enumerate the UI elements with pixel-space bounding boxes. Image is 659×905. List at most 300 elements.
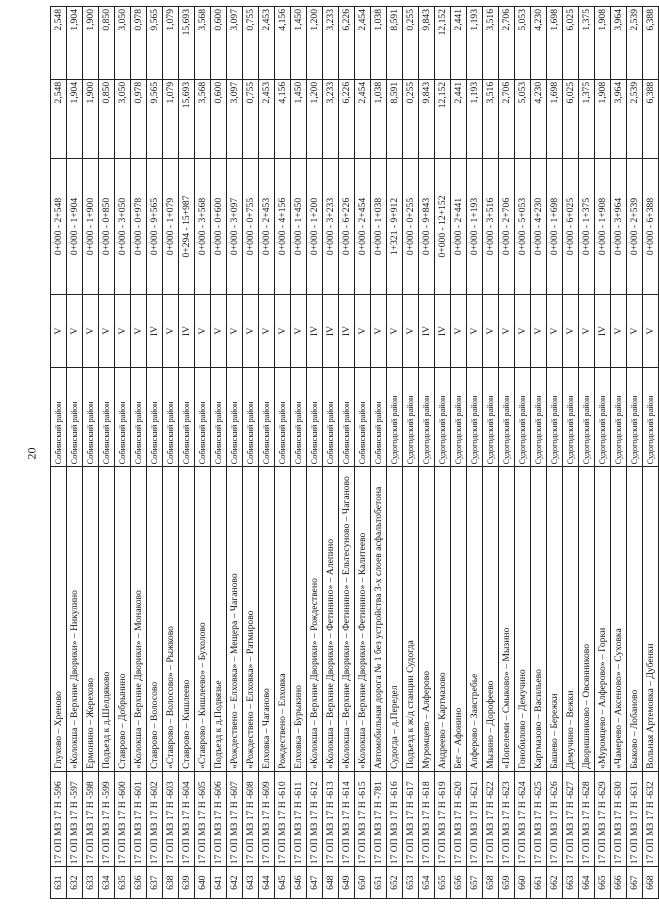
km-range-cell: 0+000 - 0+755 xyxy=(243,158,259,294)
road-category-cell: IV xyxy=(323,295,339,368)
district-cell: Собинский район xyxy=(195,367,211,466)
road-name-cell: Ставрово – Добрынино xyxy=(115,467,131,772)
total-length-km-cell: 0,255 xyxy=(403,7,419,80)
road-name-cell: Андреево – Картмазово xyxy=(435,467,451,772)
total-length-km-cell: 0,600 xyxy=(211,7,227,80)
length-km-cell: 8,591 xyxy=(387,79,403,158)
road-name-cell: «Попелеми – Смыково» – Мызино xyxy=(499,467,515,772)
district-cell: Судогодский район xyxy=(467,367,483,466)
district-cell: Собинский район xyxy=(227,367,243,466)
road-code-cell: 17 ОП МЗ 17 Н -613 xyxy=(323,771,339,866)
document-area xyxy=(50,6,656,899)
total-length-km-cell: 12,152 xyxy=(435,7,451,80)
road-code-cell: 17 ОП МЗ 17 Н -620 xyxy=(451,771,467,866)
length-km-cell: 12,152 xyxy=(435,79,451,158)
km-range-cell: 0+000 - 1+193 xyxy=(467,158,483,294)
district-cell: Собинский район xyxy=(291,367,307,466)
district-cell: Судогодский район xyxy=(419,367,435,466)
km-range-cell: 0+000 - 1+079 xyxy=(163,158,179,294)
road-name-cell: Елховка – Бурыкино xyxy=(291,467,307,772)
road-name-cell: «Колокша – Верхние Дворики» – Фетинино» – Алепино xyxy=(323,467,339,772)
row-number-cell: 667 xyxy=(627,867,643,899)
road-name-cell: Картмазово – Васильево xyxy=(531,467,547,772)
table-row xyxy=(595,7,611,899)
road-name-cell: Подъезд к д.Подвязье xyxy=(211,467,227,772)
road-name-cell: «Рождествено – Елховка» – Ратмирово xyxy=(243,467,259,772)
district-cell: Собинский район xyxy=(371,367,387,466)
length-km-cell: 2,706 xyxy=(499,79,515,158)
road-code-cell: 17 ОП МЗ 17 Н -617 xyxy=(403,771,419,866)
km-range-cell: 1+321 - 9+912 xyxy=(387,158,403,294)
district-cell: Собинский район xyxy=(83,367,99,466)
row-number-cell: 660 xyxy=(515,867,531,899)
length-km-cell: 2,454 xyxy=(355,79,371,158)
road-code-cell: 17 ОП МЗ 17 Н -611 xyxy=(291,771,307,866)
district-cell: Собинский район xyxy=(163,367,179,466)
row-number-cell: 649 xyxy=(339,867,355,899)
km-range-cell: 0+000 - 3+050 xyxy=(115,158,131,294)
table-row xyxy=(99,7,115,899)
road-category-cell: V xyxy=(403,295,419,368)
row-number-cell: 640 xyxy=(195,867,211,899)
row-number-cell: 638 xyxy=(163,867,179,899)
road-category-cell: V xyxy=(515,295,531,368)
length-km-cell: 6,226 xyxy=(339,79,355,158)
km-range-cell: 0+000 - 0+850 xyxy=(99,158,115,294)
road-code-cell: 17 ОП МЗ 17 Н -624 xyxy=(515,771,531,866)
row-number-cell: 639 xyxy=(179,867,195,899)
total-length-km-cell: 6,388 xyxy=(643,7,659,80)
table-row xyxy=(259,7,275,899)
road-name-cell: Башево – Бережки xyxy=(547,467,563,772)
road-category-cell: IV xyxy=(307,295,323,368)
row-number-cell: 658 xyxy=(483,867,499,899)
total-length-km-cell: 1,038 xyxy=(371,7,387,80)
km-range-cell: 0+000 - 2+453 xyxy=(259,158,275,294)
district-cell: Собинский район xyxy=(307,367,323,466)
road-category-cell: V xyxy=(371,295,387,368)
road-name-cell: Ермонино – Жерехово xyxy=(83,467,99,772)
road-category-cell: V xyxy=(579,295,595,368)
road-category-cell: V xyxy=(115,295,131,368)
road-code-cell: 17 ОП МЗ 17 Н -607 xyxy=(227,771,243,866)
total-length-km-cell: 2,453 xyxy=(259,7,275,80)
total-length-km-cell: 1,698 xyxy=(547,7,563,80)
length-km-cell: 4,230 xyxy=(531,79,547,158)
district-cell: Судогодский район xyxy=(483,367,499,466)
road-name-cell: «Колокша – Верхние Дворики» – Фетинино» – Калитеево xyxy=(355,467,371,772)
district-cell: Собинский район xyxy=(339,367,355,466)
total-length-km-cell: 1,908 xyxy=(595,7,611,80)
road-code-cell: 17 ОП МЗ 17 Н -628 xyxy=(579,771,595,866)
total-length-km-cell: 2,706 xyxy=(499,7,515,80)
km-range-cell: 0+000 - 9+565 xyxy=(147,158,163,294)
km-range-cell: 0+000 - 0+600 xyxy=(211,158,227,294)
road-category-cell: V xyxy=(563,295,579,368)
total-length-km-cell: 1,450 xyxy=(291,7,307,80)
road-category-cell: V xyxy=(131,295,147,368)
length-km-cell: 9,843 xyxy=(419,79,435,158)
row-number-cell: 661 xyxy=(531,867,547,899)
road-name-cell: Ставрово – Волосово xyxy=(147,467,163,772)
total-length-km-cell: 9,843 xyxy=(419,7,435,80)
road-name-cell: «Колокша – Верхние Дворики» – Рождествено xyxy=(307,467,323,772)
road-category-cell: V xyxy=(611,295,627,368)
district-cell: Собинский район xyxy=(147,367,163,466)
road-category-cell: V xyxy=(67,295,83,368)
km-range-cell: 0+000 - 4+230 xyxy=(531,158,547,294)
road-code-cell: 17 ОП МЗ 17 Н -614 xyxy=(339,771,355,866)
road-name-cell: Муромцево – Алферово xyxy=(419,467,435,772)
table-row xyxy=(339,7,355,899)
row-number-cell: 652 xyxy=(387,867,403,899)
road-code-cell: 17 ОП МЗ 17 Н -604 xyxy=(179,771,195,866)
km-range-cell: 0+000 - 1+450 xyxy=(291,158,307,294)
road-code-cell: 17 ОП МЗ 17 Н -625 xyxy=(531,771,547,866)
row-number-cell: 641 xyxy=(211,867,227,899)
table-row xyxy=(371,7,387,899)
road-code-cell: 17 ОП МЗ 17 Н -612 xyxy=(307,771,323,866)
road-name-cell: Мызино – Дорофеево xyxy=(483,467,499,772)
length-km-cell: 1,900 xyxy=(83,79,99,158)
road-name-cell: Подъезд к ж/д станции Судогда xyxy=(403,467,419,772)
row-number-cell: 663 xyxy=(563,867,579,899)
road-code-cell: 17 ОП МЗ 17 Н -605 xyxy=(195,771,211,866)
road-code-cell: 17 ОП МЗ 17 Н -781 xyxy=(371,771,387,866)
road-code-cell: 17 ОП МЗ 17 Н -608 xyxy=(243,771,259,866)
km-range-cell: 0+000 - 3+964 xyxy=(611,158,627,294)
road-code-cell: 17 ОП МЗ 17 Н -599 xyxy=(99,771,115,866)
road-name-cell: Подъезд к д.Шелдяково xyxy=(99,467,115,772)
table-row xyxy=(179,7,195,899)
length-km-cell: 3,097 xyxy=(227,79,243,158)
roads-table xyxy=(50,6,659,899)
row-number-cell: 665 xyxy=(595,867,611,899)
table-row xyxy=(499,7,515,899)
road-code-cell: 17 ОП МЗ 17 Н -619 xyxy=(435,771,451,866)
road-name-cell: «Рождествено – Елховка» – Мещера – Чаганово xyxy=(227,467,243,772)
roads-table-body xyxy=(51,7,659,899)
road-category-cell: V xyxy=(387,295,403,368)
road-name-cell: Елховка – Чаганово xyxy=(259,467,275,772)
row-number-cell: 653 xyxy=(403,867,419,899)
row-number-cell: 635 xyxy=(115,867,131,899)
table-row xyxy=(243,7,259,899)
road-name-cell: Дворишниково – Овсянниково xyxy=(579,467,595,772)
road-code-cell: 17 ОП МЗ 17 Н -616 xyxy=(387,771,403,866)
length-km-cell: 1,200 xyxy=(307,79,323,158)
road-name-cell: «Ставрово – Кишлеево» – Бухолово xyxy=(195,467,211,772)
km-range-cell: 0+000 - 2+706 xyxy=(499,158,515,294)
total-length-km-cell: 3,516 xyxy=(483,7,499,80)
row-number-cell: 668 xyxy=(643,867,659,899)
road-category-cell: V xyxy=(227,295,243,368)
row-number-cell: 662 xyxy=(547,867,563,899)
district-cell: Судогодский район xyxy=(515,367,531,466)
table-row xyxy=(275,7,291,899)
district-cell: Собинский район xyxy=(115,367,131,466)
km-range-cell: 0+000 - 1+038 xyxy=(371,158,387,294)
road-category-cell: V xyxy=(163,295,179,368)
district-cell: Собинский район xyxy=(67,367,83,466)
total-length-km-cell: 1,079 xyxy=(163,7,179,80)
total-length-km-cell: 0,755 xyxy=(243,7,259,80)
table-row xyxy=(643,7,659,899)
km-range-cell: 0+000 - 2+548 xyxy=(51,158,67,294)
road-name-cell: Гонобилово – Демучино xyxy=(515,467,531,772)
length-km-cell: 2,539 xyxy=(627,79,643,158)
table-row xyxy=(611,7,627,899)
road-category-cell: IV xyxy=(339,295,355,368)
district-cell: Собинский район xyxy=(259,367,275,466)
district-cell: Собинский район xyxy=(99,367,115,466)
table-row xyxy=(291,7,307,899)
total-length-km-cell: 0,850 xyxy=(99,7,115,80)
total-length-km-cell: 2,441 xyxy=(451,7,467,80)
road-code-cell: 17 ОП МЗ 17 Н -603 xyxy=(163,771,179,866)
km-range-cell: 0+000 - 9+843 xyxy=(419,158,435,294)
table-row xyxy=(355,7,371,899)
row-number-cell: 644 xyxy=(259,867,275,899)
total-length-km-cell: 9,565 xyxy=(147,7,163,80)
table-row xyxy=(579,7,595,899)
district-cell: Судогодский район xyxy=(499,367,515,466)
road-name-cell: Демучино – Вежки xyxy=(563,467,579,772)
road-code-cell: 17 ОП МЗ 17 Н -596 xyxy=(51,771,67,866)
row-number-cell: 631 xyxy=(51,867,67,899)
road-name-cell: Алферово – Заястребье xyxy=(467,467,483,772)
table-row xyxy=(131,7,147,899)
district-cell: Судогодский район xyxy=(387,367,403,466)
road-category-cell: V xyxy=(483,295,499,368)
length-km-cell: 1,375 xyxy=(579,79,595,158)
length-km-cell: 0,600 xyxy=(211,79,227,158)
road-name-cell: «Колокша – Верхние Дворики» – Монаково xyxy=(131,467,147,772)
road-code-cell: 17 ОП МЗ 17 Н -632 xyxy=(643,771,659,866)
road-code-cell: 17 ОП МЗ 17 Н -629 xyxy=(595,771,611,866)
road-code-cell: 17 ОП МЗ 17 Н -626 xyxy=(547,771,563,866)
total-length-km-cell: 3,097 xyxy=(227,7,243,80)
km-range-cell: 0+000 - 12+152 xyxy=(435,158,451,294)
length-km-cell: 2,441 xyxy=(451,79,467,158)
row-number-cell: 637 xyxy=(147,867,163,899)
length-km-cell: 0,850 xyxy=(99,79,115,158)
road-name-cell: Бег – Афонино xyxy=(451,467,467,772)
row-number-cell: 657 xyxy=(467,867,483,899)
district-cell: Судогодский район xyxy=(451,367,467,466)
rotated-sheet xyxy=(50,6,656,899)
district-cell: Собинский район xyxy=(131,367,147,466)
total-length-km-cell: 1,904 xyxy=(67,7,83,80)
km-range-cell: 0+000 - 3+516 xyxy=(483,158,499,294)
table-row xyxy=(531,7,547,899)
row-number-cell: 664 xyxy=(579,867,595,899)
road-name-cell: «Ставрово – Волосово» – Рыжково xyxy=(163,467,179,772)
road-name-cell: «Чамерево – Аксеново» – Суховка xyxy=(611,467,627,772)
total-length-km-cell: 3,233 xyxy=(323,7,339,80)
road-name-cell: Ставрово – Кишлеево xyxy=(179,467,195,772)
total-length-km-cell: 2,539 xyxy=(627,7,643,80)
length-km-cell: 1,079 xyxy=(163,79,179,158)
road-code-cell: 17 ОП МЗ 17 Н -621 xyxy=(467,771,483,866)
length-km-cell: 0,755 xyxy=(243,79,259,158)
road-code-cell: 17 ОП МЗ 17 Н -623 xyxy=(499,771,515,866)
km-range-cell: 0+000 - 5+053 xyxy=(515,158,531,294)
road-code-cell: 17 ОП МЗ 17 Н -602 xyxy=(147,771,163,866)
road-name-cell: Глухово – Хреново xyxy=(51,467,67,772)
road-code-cell: 17 ОП МЗ 17 Н -630 xyxy=(611,771,627,866)
total-length-km-cell: 4,156 xyxy=(275,7,291,80)
table-row xyxy=(419,7,435,899)
total-length-km-cell: 4,230 xyxy=(531,7,547,80)
table-row xyxy=(483,7,499,899)
road-name-cell: Быково – Лобаново xyxy=(627,467,643,772)
district-cell: Судогодский район xyxy=(435,367,451,466)
district-cell: Собинский район xyxy=(275,367,291,466)
road-name-cell: Судогда – д.Передел xyxy=(387,467,403,772)
length-km-cell: 1,193 xyxy=(467,79,483,158)
length-km-cell: 1,904 xyxy=(67,79,83,158)
length-km-cell: 4,156 xyxy=(275,79,291,158)
row-number-cell: 656 xyxy=(451,867,467,899)
road-category-cell: V xyxy=(259,295,275,368)
length-km-cell: 2,548 xyxy=(51,79,67,158)
km-range-cell: 0+294 - 15+987 xyxy=(179,158,195,294)
road-code-cell: 17 ОП МЗ 17 Н -631 xyxy=(627,771,643,866)
road-category-cell: IV xyxy=(419,295,435,368)
table-row xyxy=(451,7,467,899)
total-length-km-cell: 3,568 xyxy=(195,7,211,80)
road-category-cell: IV xyxy=(147,295,163,368)
road-name-cell: «Колокша – Верхние Дворики» – Фетинино» – Ельтесуново – Чаганово xyxy=(339,467,355,772)
length-km-cell: 15,693 xyxy=(179,79,195,158)
km-range-cell: 0+000 - 4+156 xyxy=(275,158,291,294)
total-length-km-cell: 15,693 xyxy=(179,7,195,80)
table-row xyxy=(195,7,211,899)
road-code-cell: 17 ОП МЗ 17 Н -618 xyxy=(419,771,435,866)
road-name-cell: Автомобильная дорога № 1 без устройства 3-х слоев асфальтобетона xyxy=(371,467,387,772)
total-length-km-cell: 5,053 xyxy=(515,7,531,80)
road-category-cell: V xyxy=(83,295,99,368)
road-code-cell: 17 ОП МЗ 17 Н -615 xyxy=(355,771,371,866)
district-cell: Судогодский район xyxy=(611,367,627,466)
road-category-cell: V xyxy=(211,295,227,368)
km-range-cell: 0+000 - 6+226 xyxy=(339,158,355,294)
length-km-cell: 3,233 xyxy=(323,79,339,158)
km-range-cell: 0+000 - 1+908 xyxy=(595,158,611,294)
table-row xyxy=(323,7,339,899)
length-km-cell: 9,565 xyxy=(147,79,163,158)
road-category-cell: IV xyxy=(179,295,195,368)
table-row xyxy=(435,7,451,899)
road-category-cell: V xyxy=(451,295,467,368)
road-category-cell: V xyxy=(51,295,67,368)
road-name-cell: «Колокша – Верхние Дворики» – Никулино xyxy=(67,467,83,772)
road-category-cell: V xyxy=(243,295,259,368)
row-number-cell: 647 xyxy=(307,867,323,899)
km-range-cell: 0+000 - 2+441 xyxy=(451,158,467,294)
road-code-cell: 17 ОП МЗ 17 Н -601 xyxy=(131,771,147,866)
road-name-cell: Рождествено – Елховка xyxy=(275,467,291,772)
length-km-cell: 3,050 xyxy=(115,79,131,158)
road-code-cell: 17 ОП МЗ 17 Н -609 xyxy=(259,771,275,866)
road-code-cell: 17 ОП МЗ 17 Н -622 xyxy=(483,771,499,866)
row-number-cell: 633 xyxy=(83,867,99,899)
total-length-km-cell: 6,025 xyxy=(563,7,579,80)
district-cell: Собинский район xyxy=(323,367,339,466)
table-row xyxy=(515,7,531,899)
km-range-cell: 0+000 - 1+375 xyxy=(579,158,595,294)
district-cell: Собинский район xyxy=(51,367,67,466)
road-category-cell: V xyxy=(531,295,547,368)
road-category-cell: V xyxy=(275,295,291,368)
total-length-km-cell: 3,964 xyxy=(611,7,627,80)
road-code-cell: 17 ОП МЗ 17 Н -600 xyxy=(115,771,131,866)
row-number-cell: 646 xyxy=(291,867,307,899)
row-number-cell: 642 xyxy=(227,867,243,899)
road-code-cell: 17 ОП МЗ 17 Н -627 xyxy=(563,771,579,866)
road-code-cell: 17 ОП МЗ 17 Н -598 xyxy=(83,771,99,866)
row-number-cell: 651 xyxy=(371,867,387,899)
district-cell: Собинский район xyxy=(355,367,371,466)
road-category-cell: V xyxy=(195,295,211,368)
total-length-km-cell: 0,978 xyxy=(131,7,147,80)
km-range-cell: 0+000 - 6+388 xyxy=(643,158,659,294)
district-cell: Судогодский район xyxy=(595,367,611,466)
length-km-cell: 5,053 xyxy=(515,79,531,158)
road-code-cell: 17 ОП МЗ 17 Н -606 xyxy=(211,771,227,866)
row-number-cell: 659 xyxy=(499,867,515,899)
row-number-cell: 648 xyxy=(323,867,339,899)
km-range-cell: 0+000 - 2+539 xyxy=(627,158,643,294)
district-cell: Судогодский район xyxy=(403,367,419,466)
district-cell: Собинский район xyxy=(243,367,259,466)
row-number-cell: 634 xyxy=(99,867,115,899)
km-range-cell: 0+000 - 0+255 xyxy=(403,158,419,294)
length-km-cell: 3,516 xyxy=(483,79,499,158)
total-length-km-cell: 1,200 xyxy=(307,7,323,80)
table-row xyxy=(547,7,563,899)
road-name-cell: Вольная Артемовка – Дубенки xyxy=(643,467,659,772)
total-length-km-cell: 1,193 xyxy=(467,7,483,80)
km-range-cell: 0+000 - 2+454 xyxy=(355,158,371,294)
page-number-text: 20 xyxy=(24,447,39,459)
road-category-cell: V xyxy=(291,295,307,368)
road-code-cell: 17 ОП МЗ 17 Н -610 xyxy=(275,771,291,866)
road-category-cell: IV xyxy=(435,295,451,368)
district-cell: Собинский район xyxy=(211,367,227,466)
length-km-cell: 6,388 xyxy=(643,79,659,158)
table-row xyxy=(115,7,131,899)
km-range-cell: 0+000 - 3+097 xyxy=(227,158,243,294)
district-cell: Судогодский район xyxy=(643,367,659,466)
total-length-km-cell: 6,226 xyxy=(339,7,355,80)
length-km-cell: 3,568 xyxy=(195,79,211,158)
km-range-cell: 0+000 - 1+900 xyxy=(83,158,99,294)
table-row xyxy=(467,7,483,899)
road-category-cell: V xyxy=(355,295,371,368)
length-km-cell: 0,255 xyxy=(403,79,419,158)
total-length-km-cell: 3,050 xyxy=(115,7,131,80)
total-length-km-cell: 1,900 xyxy=(83,7,99,80)
table-row xyxy=(147,7,163,899)
district-cell: Судогодский район xyxy=(547,367,563,466)
page-number xyxy=(22,8,42,898)
km-range-cell: 0+000 - 6+025 xyxy=(563,158,579,294)
km-range-cell: 0+000 - 0+978 xyxy=(131,158,147,294)
road-category-cell: V xyxy=(627,295,643,368)
road-category-cell: V xyxy=(643,295,659,368)
